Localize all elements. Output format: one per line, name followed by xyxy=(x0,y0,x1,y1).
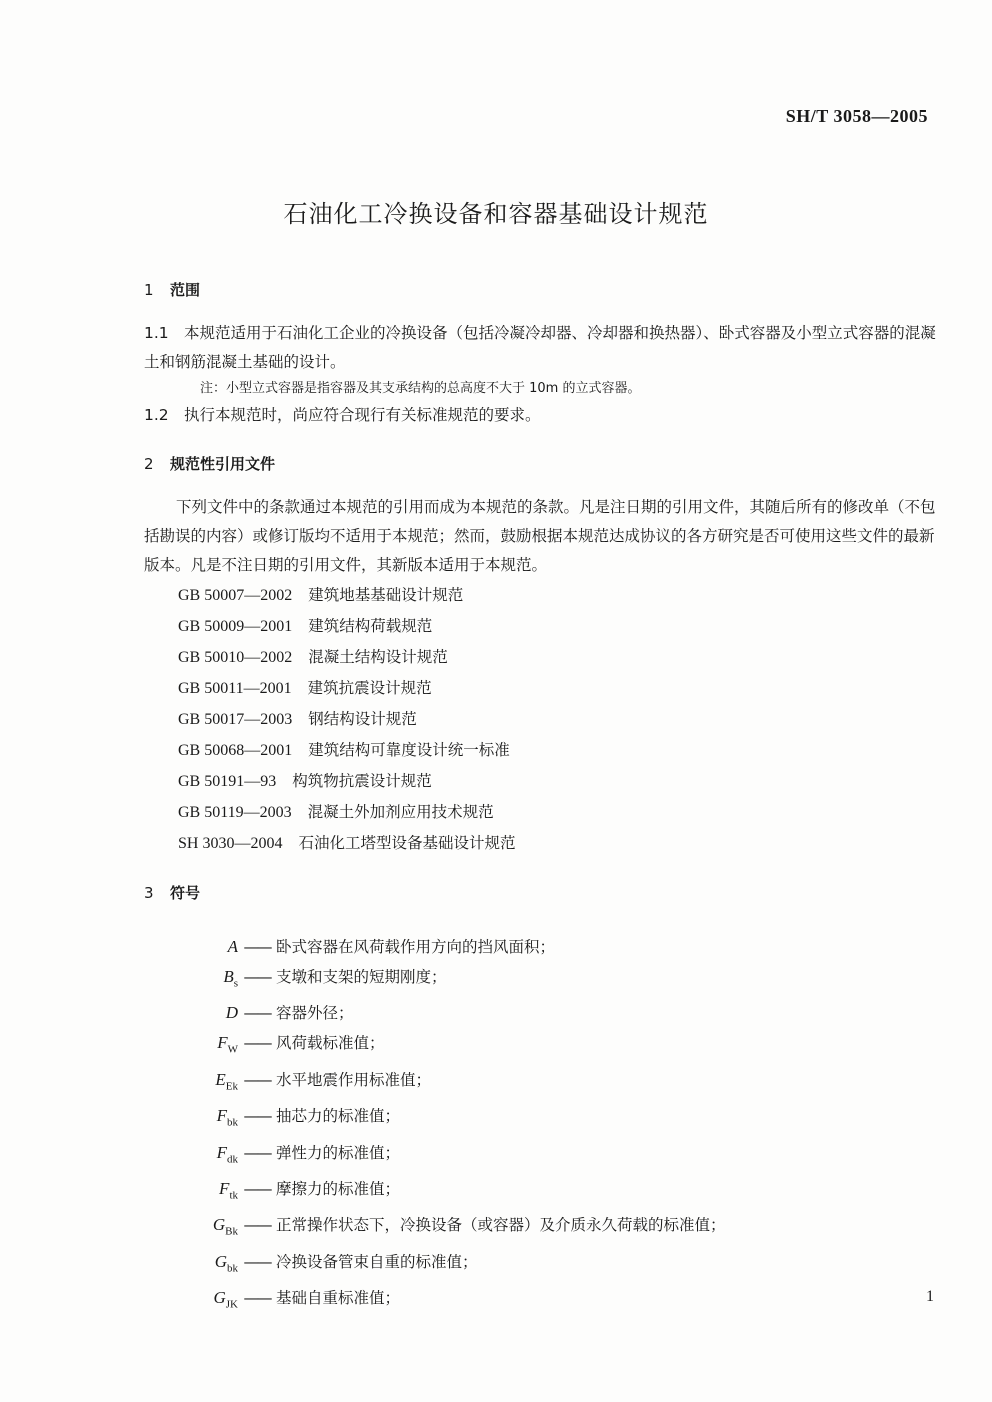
symbol-letter: G xyxy=(212,1215,226,1235)
symbol xyxy=(144,1065,238,1101)
document-body xyxy=(144,270,936,1320)
symbol-subscript: s xyxy=(233,977,238,990)
symbol-dash: —— xyxy=(243,1252,271,1271)
normative-references-list xyxy=(144,580,936,859)
reference-code: GB 50119—2003 xyxy=(178,804,292,821)
symbol-subscript: dk xyxy=(227,1152,238,1165)
symbol-description: 水平地震作用标准值； xyxy=(276,1070,432,1089)
symbol-description: 冷换设备管束自重的标准值； xyxy=(276,1252,478,1271)
section-3-heading xyxy=(144,879,936,908)
reference-code: GB 50009—2001 xyxy=(178,618,293,635)
symbol-item xyxy=(144,998,936,1028)
symbol xyxy=(144,1247,238,1283)
reference-name: 混凝土外加剂应用技术规范 xyxy=(307,803,494,821)
symbol-item xyxy=(144,1247,936,1283)
symbol-letter: F xyxy=(219,1178,230,1198)
symbol-description: 正常操作状态下，冷换设备（或容器）及介质永久荷载的标准值； xyxy=(276,1216,726,1235)
reference-name: 建筑抗震设计规范 xyxy=(307,679,432,697)
symbol-description: 抽芯力的标准值； xyxy=(276,1107,401,1126)
reference-name: 建筑地基基础设计规范 xyxy=(308,586,464,604)
symbol-dash: —— xyxy=(243,968,271,986)
clause-1-2-text: 执行本规范时，尚应符合现行有关标准规范的要求。 xyxy=(184,406,541,424)
reference-code: GB 50010—2002 xyxy=(178,649,293,666)
reference-item xyxy=(178,580,936,611)
reference-code: GB 50011—2001 xyxy=(178,680,292,697)
section-1-number: 1 xyxy=(144,281,154,299)
section-2-heading xyxy=(144,450,936,479)
symbol-dash: —— xyxy=(243,1179,271,1198)
clause-1-2 xyxy=(144,401,936,430)
symbols-list xyxy=(144,932,936,1320)
section-3-title: 符号 xyxy=(170,884,201,902)
symbol-description: 弹性力的标准值； xyxy=(276,1143,401,1162)
symbol-letter: A xyxy=(227,937,238,956)
symbol-item xyxy=(144,1138,936,1174)
reference-item xyxy=(178,611,936,642)
page-number: 1 xyxy=(926,1288,934,1305)
reference-code: GB 50017—2003 xyxy=(178,711,293,728)
symbol-item xyxy=(144,1028,936,1064)
symbol-subscript: bk xyxy=(227,1116,238,1129)
reference-item xyxy=(178,797,936,828)
section-3-number: 3 xyxy=(144,884,154,902)
symbol xyxy=(144,1138,238,1174)
reference-code: GB 50068—2001 xyxy=(178,742,293,759)
reference-item xyxy=(178,735,936,766)
clause-1-1-number: 1.1 xyxy=(144,324,169,342)
symbol-dash: —— xyxy=(243,1216,271,1235)
symbol-letter: E xyxy=(215,1069,226,1089)
section-2-intro: 下列文件中的条款通过本规范的引用而成为本规范的条款。凡是注日期的引用文件，其随后所有的修改单（不包括勘误的内容）或修订版均不适用于本规范；然而，鼓励根据本规范达成协议的各方研究是否可使用这些文件的最新版本。凡是不注日期的引用文件，其新版本适用于本规范。 xyxy=(144,498,936,574)
section-2-number: 2 xyxy=(144,455,154,473)
reference-name: 建筑结构可靠度设计统一标准 xyxy=(308,741,510,759)
symbol-subscript: W xyxy=(227,1043,238,1056)
reference-code: GB 50007—2002 xyxy=(178,587,293,604)
reference-code: GB 50191—93 xyxy=(178,773,277,790)
reference-code: SH 3030—2004 xyxy=(178,835,283,852)
reference-item xyxy=(178,766,936,797)
symbol-item xyxy=(144,1210,936,1246)
symbol-item xyxy=(144,1101,936,1137)
symbol-dash: —— xyxy=(243,1004,271,1023)
symbol-description: 容器外径； xyxy=(276,1004,354,1023)
reference-name: 构筑物抗震设计规范 xyxy=(292,772,432,790)
symbol-description: 支墩和支架的短期刚度； xyxy=(276,968,447,986)
section-1-title: 范围 xyxy=(170,281,201,299)
symbol xyxy=(144,998,238,1028)
symbol-dash: —— xyxy=(243,1070,271,1089)
symbol-description: 摩擦力的标准值； xyxy=(276,1179,401,1198)
symbol-letter: D xyxy=(225,1003,238,1023)
symbol xyxy=(144,1174,238,1210)
reference-item xyxy=(178,673,936,704)
symbol-dash: —— xyxy=(243,1143,271,1162)
symbol xyxy=(144,1028,238,1064)
symbol-subscript: bk xyxy=(227,1262,238,1275)
reference-name: 钢结构设计规范 xyxy=(308,710,417,728)
symbol-dash: —— xyxy=(243,938,271,956)
symbol-letter: F xyxy=(216,1142,227,1162)
symbol-description: 基础自重标准值； xyxy=(276,1289,401,1308)
symbol-dash: —— xyxy=(243,1034,271,1053)
reference-item xyxy=(178,828,936,859)
symbol xyxy=(144,962,238,998)
symbol-item xyxy=(144,1065,936,1101)
symbol-item xyxy=(144,1174,936,1210)
symbol-item xyxy=(144,1283,936,1319)
section-2-title: 规范性引用文件 xyxy=(170,455,276,473)
section-1-heading xyxy=(144,276,936,305)
symbol-letter: F xyxy=(217,1033,228,1053)
symbol xyxy=(144,1210,238,1246)
symbol-description: 风荷载标准值； xyxy=(276,1034,385,1053)
symbol-item xyxy=(144,932,936,962)
clause-1-2-number: 1.2 xyxy=(144,406,169,424)
clause-1-1 xyxy=(144,319,936,377)
reference-item xyxy=(178,704,936,735)
symbol-description: 卧式容器在风荷载作用方向的挡风面积； xyxy=(276,938,556,956)
standard-number: SH/T 3058—2005 xyxy=(785,106,928,126)
symbol-dash: —— xyxy=(243,1289,271,1308)
symbol-letter: B xyxy=(223,967,234,986)
reference-item xyxy=(178,642,936,673)
clause-1-1-text: 本规范适用于石油化工企业的冷换设备（包括冷凝冷却器、冷却器和换热器）、卧式容器及小型立式容器的混凝土和钢筋混凝土基础的设计。 xyxy=(144,324,936,371)
reference-name: 混凝土结构设计规范 xyxy=(308,648,448,666)
symbol-subscript: tk xyxy=(229,1189,238,1202)
symbol-subscript: JK xyxy=(225,1298,238,1311)
symbol-letter: F xyxy=(216,1106,227,1126)
symbol xyxy=(144,1101,238,1137)
symbol xyxy=(144,932,238,962)
symbol-letter: G xyxy=(214,1251,227,1271)
symbol-subscript: Ek xyxy=(225,1080,238,1093)
document-title: 石油化工冷换设备和容器基础设计规范 xyxy=(283,200,709,228)
clause-1-1-note: 注：小型立式容器是指容器及其支承结构的总高度不大于 10m 的立式容器。 xyxy=(200,381,641,396)
reference-name: 建筑结构荷载规范 xyxy=(308,617,433,635)
symbol-item xyxy=(144,962,936,998)
symbol-letter: G xyxy=(213,1288,226,1308)
reference-name: 石油化工塔型设备基础设计规范 xyxy=(298,834,516,852)
symbol-dash: —— xyxy=(243,1107,271,1126)
symbol xyxy=(144,1283,238,1319)
symbol-subscript: Bk xyxy=(225,1225,238,1238)
